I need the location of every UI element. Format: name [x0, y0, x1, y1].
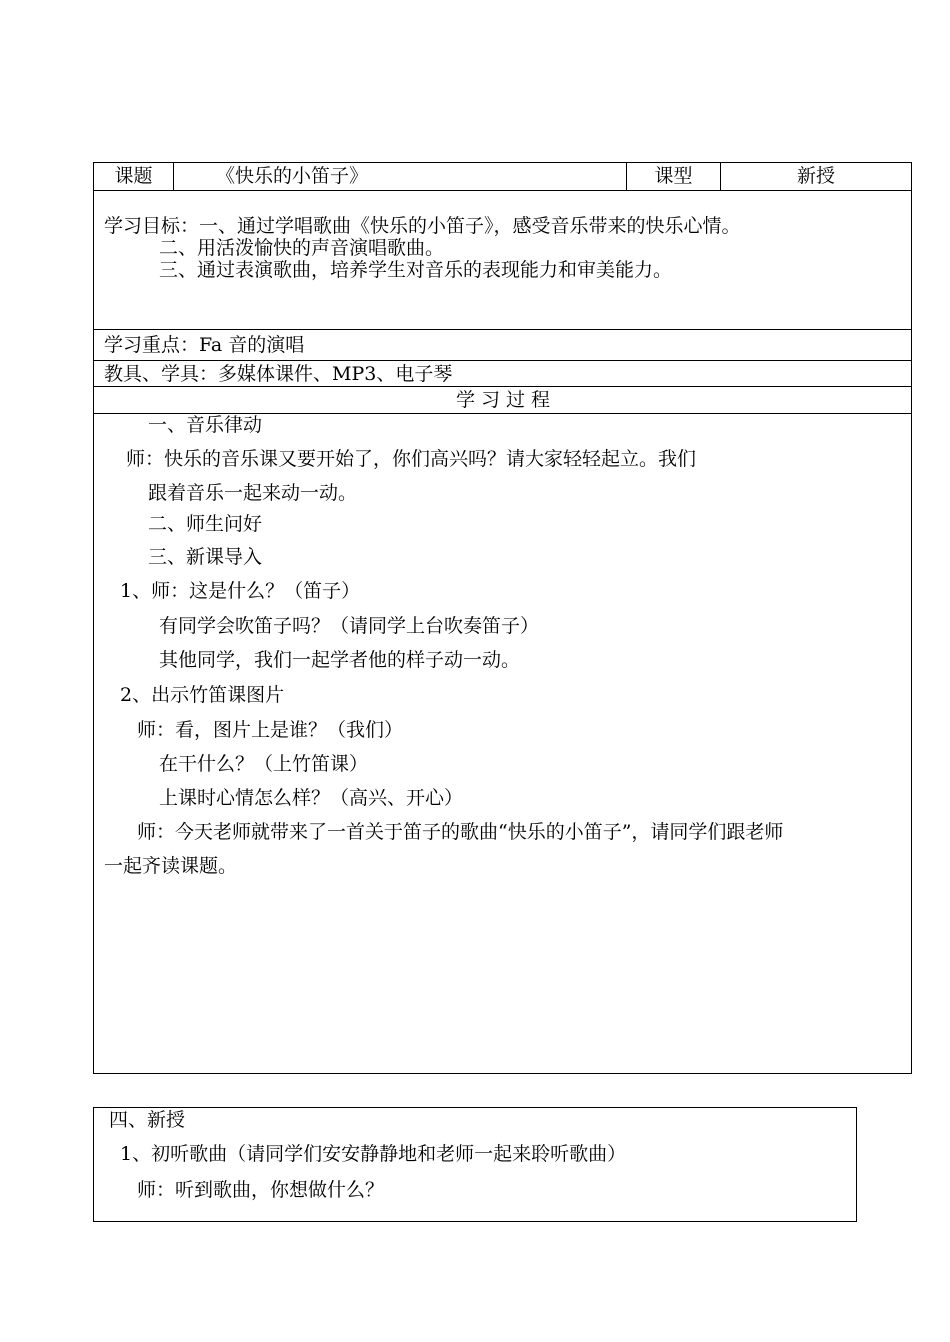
process-line: 师：看，图片上是谁？（我们）: [137, 719, 404, 741]
topic-value: 《快乐的小笛子》: [216, 165, 369, 187]
process-line: 其他同学，我们一起学者他的样子动一动。: [159, 649, 521, 671]
process-line: 师：快乐的音乐课又要开始了，你们高兴吗？请大家轻轻起立。我们: [126, 448, 697, 470]
process-line: 一、音乐律动: [148, 414, 263, 436]
new-lesson-line: 师：听到歌曲，你想做什么？: [137, 1179, 385, 1201]
objective-line-3: 三、通过表演歌曲，培养学生对音乐的表现能力和审美能力。: [159, 259, 673, 281]
topic-label: 课题: [114, 165, 153, 187]
row-divider-tools: [93, 386, 912, 387]
key-point: 学习重点：Fa 音的演唱: [104, 334, 305, 356]
row-divider-objectives: [93, 329, 912, 330]
process-line: 三、新课导入: [148, 546, 263, 568]
new-lesson-line: 四、新授: [109, 1109, 186, 1131]
process-line: 二、师生问好: [148, 513, 263, 535]
type-value: 新授: [796, 165, 835, 187]
objective-line-1: 学习目标：一、通过学唱歌曲《快乐的小笛子》，感受音乐带来的快乐心情。: [104, 215, 741, 237]
new-lesson-line: 1、初听歌曲（请同学们安安静静地和老师一起来聆听歌曲）: [120, 1143, 627, 1165]
process-line: 师：今天老师就带来了一首关于笛子的歌曲“快乐的小笛子”，请同学们跟老师: [137, 821, 784, 843]
process-line: 2、出示竹笛课图片: [120, 684, 285, 706]
process-title: 学 习 过 程: [455, 389, 551, 411]
process-line: 跟着音乐一起来动一动。: [148, 482, 358, 504]
process-line: 1、师：这是什么？（笛子）: [120, 580, 361, 602]
col-divider-1: [173, 162, 174, 191]
process-line: 在干什么？（上竹笛课）: [159, 753, 369, 775]
process-line: 有同学会吹笛子吗？（请同学上台吹奏笛子）: [159, 615, 540, 637]
row-divider-header: [93, 190, 912, 191]
process-line: 一起齐读课题。: [104, 855, 238, 877]
objective-line-2: 二、用活泼愉快的声音演唱歌曲。: [159, 237, 445, 259]
process-line: 上课时心情怎么样？（高兴、开心）: [159, 787, 464, 809]
type-label: 课型: [654, 165, 693, 187]
teaching-tools: 教具、学具：多媒体课件、MP3、电子琴: [104, 363, 453, 385]
row-divider-keypoint: [93, 360, 912, 361]
